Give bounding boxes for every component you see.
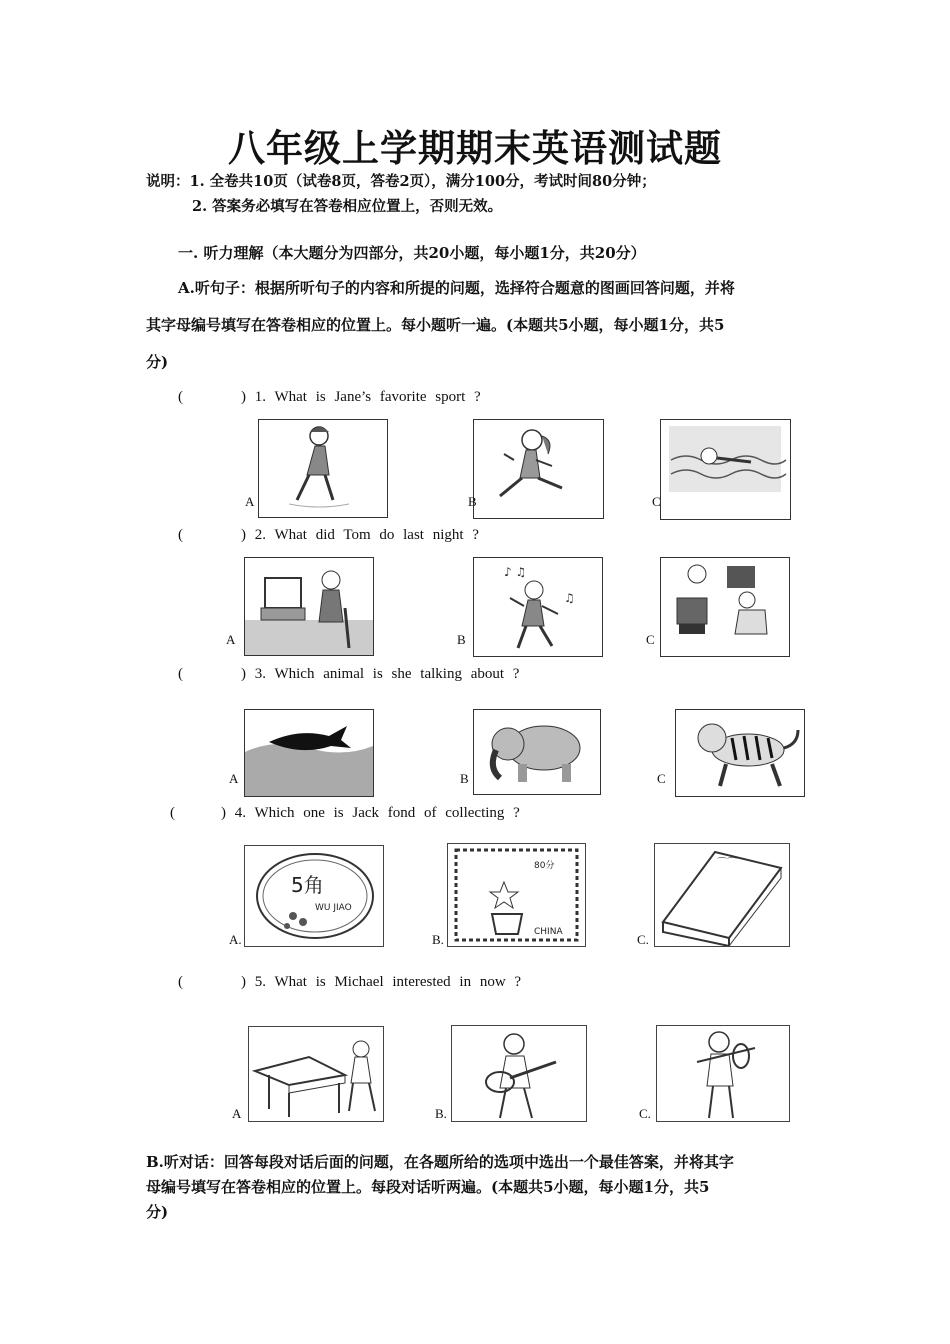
q2-option-b-image <box>473 557 603 657</box>
q5-label-b: B. <box>435 1106 447 1121</box>
q3-option-c-image <box>675 709 805 797</box>
q4-label-c: C. <box>637 932 649 947</box>
q4-label-b: B. <box>432 932 444 947</box>
stamp-top-text: 80分 <box>534 861 555 871</box>
q3-label-a: A <box>229 771 239 786</box>
question-3-text: 3. Which animal is she talking about ? <box>254 666 520 682</box>
q4-option-b-image <box>447 843 586 947</box>
svg-text:♪ ♫: ♪ ♫ <box>504 565 527 579</box>
violin-boy-icon <box>657 1026 789 1121</box>
running-girl-icon <box>474 420 603 518</box>
q3-option-a-image <box>244 709 374 797</box>
q5-label-a: A <box>232 1106 242 1121</box>
book-icon <box>655 844 789 946</box>
q1-label-b: B <box>468 494 477 509</box>
svg-text:♫: ♫ <box>564 591 575 605</box>
q5-label-c: C. <box>639 1106 651 1121</box>
stamp-bottom-text: CHINA <box>534 927 563 937</box>
tiger-icon <box>676 710 804 796</box>
guitar-boy-icon <box>452 1026 586 1121</box>
instructions-line-2: 2. 答案务必填写在答卷相应位置上，否则无效。 <box>192 198 503 215</box>
walking-girl-icon <box>259 420 387 517</box>
instructions-line-1: 说明：1. 全卷共10页（试卷8页，答卷2页），满分100分，考试时间80分钟； <box>146 173 656 190</box>
q1-option-b-image <box>473 419 604 519</box>
q5-option-c-image <box>656 1025 790 1122</box>
q4-option-c-image <box>654 843 790 947</box>
question-2: ( ) 2. What did Tom do last night ? <box>178 527 479 543</box>
q2-label-a: A <box>226 632 236 647</box>
q4-label-a: A. <box>229 932 242 947</box>
question-1: ( ) 1. What is Jane’s favorite sport ? <box>178 389 481 405</box>
part-b-line-1: B.听对话：回答每段对话后面的问题，在各题所给的选项中选出一个最佳答案，并将其字 <box>146 1153 734 1171</box>
part-b-line-2: 母编号填写在答卷相应的位置上。每段对话听两遍。(本题共5小题，每小题1分，共5 <box>146 1178 710 1196</box>
q2-label-b: B <box>457 632 466 647</box>
q3-label-c: C <box>657 771 666 786</box>
q3-option-b-image <box>473 709 601 795</box>
whale-icon <box>245 710 373 796</box>
question-4: ( ) 4. Which one is Jack fond of collecting ? <box>170 805 520 821</box>
q1-label-c: C <box>652 494 661 509</box>
part-a-line-2: 其字母编号填写在答卷相应的位置上。每小题听一遍。(本题共5小题，每小题1分，共5 <box>146 316 725 334</box>
q1-label-a: A <box>245 494 255 509</box>
part-b-line-3: 分) <box>146 1203 169 1221</box>
coin-value: 5角 <box>291 873 324 897</box>
q1-option-c-image <box>660 419 791 520</box>
question-5: ( ) 5. What is Michael interested in now ? <box>178 974 522 990</box>
section-1-heading: 一. 听力理解（本大题分为四部分，共20小题，每小题1分，共20分） <box>178 244 646 262</box>
dancing-boy-icon <box>474 558 602 656</box>
piano-icon <box>249 1027 383 1121</box>
tv-watching-icon <box>661 558 789 656</box>
q2-option-c-image <box>660 557 790 657</box>
part-a-line-1: A.听句子：根据所听句子的内容和所提的问题，选择符合题意的图画回答问题，并将 <box>178 279 735 297</box>
svg-text:⌒⌒: ⌒⌒ <box>717 858 737 869</box>
q5-option-a-image <box>248 1026 384 1122</box>
stamp-icon <box>448 844 585 946</box>
q2-option-a-image <box>244 557 374 656</box>
question-4-text: 4. Which one is Jack fond of collecting ? <box>234 805 520 821</box>
question-2-text: 2. What did Tom do last night ? <box>254 527 479 543</box>
q5-option-b-image <box>451 1025 587 1122</box>
part-b-instructions <box>146 1150 816 1225</box>
part-a-instructions <box>146 270 816 381</box>
part-a-line-3: 分) <box>146 353 169 371</box>
q1-option-a-image <box>258 419 388 518</box>
elephant-icon <box>474 710 600 794</box>
question-5-text: 5. What is Michael interested in now ? <box>254 974 522 990</box>
question-3: ( ) 3. Which animal is she talking about ? <box>178 666 520 682</box>
coin-text: WU JIAO <box>315 903 352 913</box>
computer-boy-icon <box>245 558 373 655</box>
swimming-girl-icon <box>661 420 790 519</box>
q3-label-b: B <box>460 771 469 786</box>
q2-label-c: C <box>646 632 655 647</box>
question-1-text: 1. What is Jane’s favorite sport ? <box>254 389 481 405</box>
coin-icon <box>245 846 383 946</box>
q4-option-a-image <box>244 845 384 947</box>
page-title: 八年级上学期期末英语测试题 <box>228 127 722 170</box>
